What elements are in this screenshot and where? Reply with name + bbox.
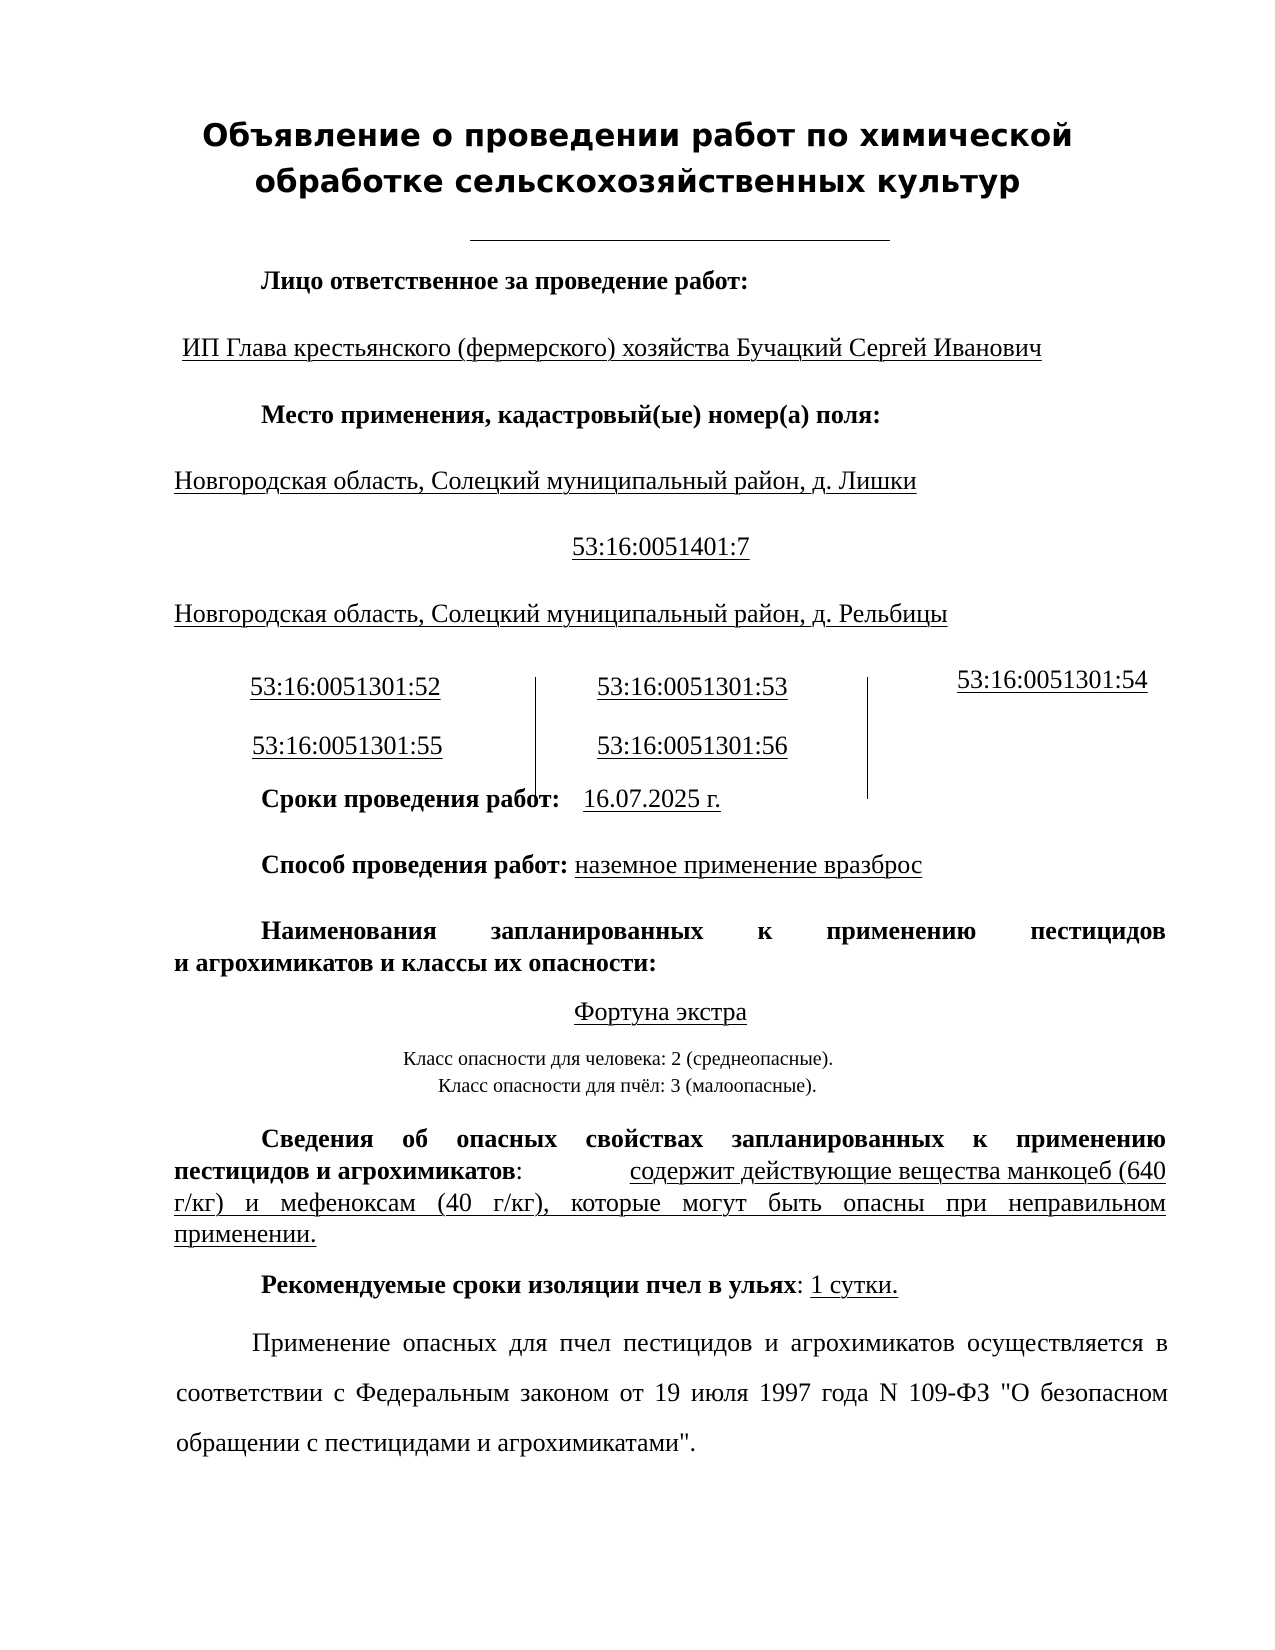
label-word: запланированных bbox=[490, 916, 704, 945]
place-label: Место применения, кадастровый(ые) номер(а) поля: bbox=[261, 400, 881, 429]
method-value: наземное применение вразброс bbox=[574, 850, 923, 879]
title-divider bbox=[470, 240, 890, 241]
cadastral-number: 53:16:0051301:53 bbox=[597, 672, 788, 701]
pesticide-name: Фортуна экстра bbox=[574, 997, 748, 1026]
cadastral-number: 53:16:0051301:52 bbox=[250, 672, 441, 701]
responsible-label: Лицо ответственное за проведение работ: bbox=[261, 266, 749, 295]
hazard-props-value-3: применении. bbox=[174, 1219, 317, 1248]
column-divider bbox=[535, 677, 536, 799]
colon: : bbox=[515, 1156, 523, 1185]
law-paragraph: Применение опасных для пчел пестицидов и агрохимикатов осуществляется в соответствии с Федеральным законом от 19 июля 1997 года N 109-ФЗ "О безопасном обращении с пестицидами и агрохимикатами". bbox=[176, 1328, 1168, 1457]
hazard-class-bees: Класс опасности для пчёл: 3 (малоопасные). bbox=[438, 1075, 817, 1097]
pesticides-label-line-2: и агрохимикатов и классы их опасности: bbox=[174, 948, 657, 977]
hazard-props-label-line-1 bbox=[261, 1124, 1166, 1154]
bee-isolation-label: Рекомендуемые сроки изоляции пчел в ульях bbox=[261, 1270, 797, 1299]
method-row bbox=[261, 850, 922, 880]
label-word: Наименования bbox=[261, 916, 437, 945]
pesticides-label-line-1 bbox=[261, 916, 1166, 946]
location-1-cadastral: 53:16:0051401:7 bbox=[572, 532, 750, 561]
location-2: Новгородская область, Солецкий муниципальный район, д. Рельбицы bbox=[174, 599, 948, 628]
hazard-props-label: Сведения об опасных свойствах запланированных к применению bbox=[261, 1124, 1166, 1153]
cadastral-number: 53:16:0051301:56 bbox=[597, 731, 788, 760]
hazard-class-human: Класс опасности для человека: 2 (среднеопасные). bbox=[403, 1048, 834, 1070]
hazard-props-value-2: г/кг) и мефеноксам (40 г/кг), которые могут быть опасны при неправильном bbox=[174, 1188, 1166, 1217]
document-title-line-1: Объявление о проведении работ по химической bbox=[202, 118, 1073, 154]
method-label: Способ проведения работ: bbox=[261, 850, 569, 879]
dates-label: Сроки проведения работ: bbox=[261, 784, 561, 813]
column-divider bbox=[867, 677, 868, 799]
hazard-props-label-cont: пестицидов и агрохимикатов bbox=[174, 1156, 516, 1185]
dates-row bbox=[261, 784, 721, 814]
label-word: пестицидов bbox=[1030, 916, 1166, 945]
cadastral-number: 53:16:0051301:55 bbox=[252, 731, 443, 760]
colon: : bbox=[796, 1270, 804, 1299]
cadastral-number: 53:16:0051301:54 bbox=[957, 665, 1148, 694]
hazard-props-value-1: содержит действующие вещества манкоцеб (640 bbox=[629, 1156, 1166, 1185]
hazard-props-line-2 bbox=[174, 1156, 1166, 1186]
location-1: Новгородская область, Солецкий муниципальный район, д. Лишки bbox=[174, 466, 917, 495]
document-title-line-2: обработке сельскохозяйственных культур bbox=[254, 164, 1021, 200]
bee-isolation-value: 1 сутки. bbox=[810, 1270, 899, 1299]
dates-value: 16.07.2025 г. bbox=[583, 784, 721, 813]
responsible-value: ИП Глава крестьянского (фермерского) хозяйства Бучацкий Сергей Иванович bbox=[182, 333, 1042, 362]
label-word: применению bbox=[826, 916, 977, 945]
bee-isolation-row bbox=[261, 1270, 898, 1300]
label-word: к bbox=[757, 916, 773, 945]
